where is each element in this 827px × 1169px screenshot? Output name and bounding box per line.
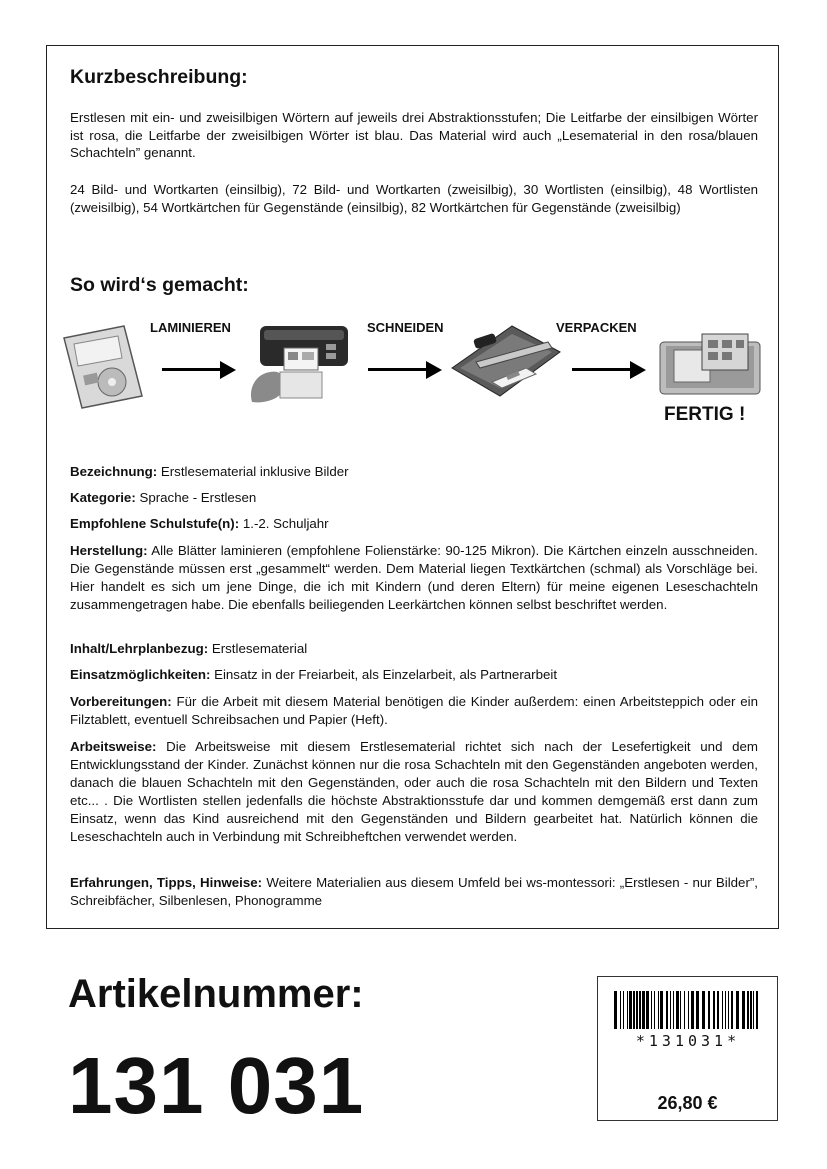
barcode-bar xyxy=(639,991,641,1029)
barcode-bar xyxy=(731,991,733,1029)
material-booklet-icon xyxy=(62,324,144,410)
barcode-bar xyxy=(666,991,668,1029)
kurzbeschreibung-heading: Kurzbeschreibung: xyxy=(70,66,248,88)
packed-box-icon xyxy=(658,328,762,398)
barcode-bar xyxy=(673,991,674,1029)
arrow-right-icon xyxy=(368,361,442,379)
barcode-bar xyxy=(646,991,649,1029)
barcode-bar xyxy=(623,991,624,1029)
fertig-label: FERTIG ! xyxy=(664,404,746,425)
barcode-bar xyxy=(658,991,659,1029)
barcode-bar xyxy=(688,991,689,1029)
barcode-label xyxy=(597,976,778,1121)
barcode-bar xyxy=(725,991,726,1029)
kurzbeschreibung-contents: 24 Bild- und Wortkarten (einsilbig), 72 Bild- und Wortkarten (zweisilbig), 30 Wortlisten (einsilbig), 48 Wortlisten (zweisilbig), 54 Wortkärtchen für Gegenstände (einsilbig), 82 Wortkärtchen für Gegenstände (zweisilbig) xyxy=(70,182,758,215)
barcode-bar xyxy=(728,991,729,1029)
barcode-bar xyxy=(670,991,671,1029)
price: 26,80 € xyxy=(657,1093,718,1113)
barcode-bar xyxy=(736,991,739,1029)
field-kategorie: Kategorie: Sprache - Erstlesen xyxy=(70,490,257,505)
step-verpacken-label: VERPACKEN xyxy=(556,320,637,335)
arrow-right-icon xyxy=(572,361,646,379)
field-arbeitsweise: Arbeitsweise: Die Arbeitsweise mit diesem Erstlesematerial richtet sich nach der Lesefertigkeit und dem Entwicklungsstand der Kinder. Zunächst können nur die rosa Schachteln mit den Gegenständen angeboten werden, danach die blauen Schachteln mit den Gegenständen, oder auch die rosa Schachteln mit den Bildern und Texten etc... . Die Wortlisten stellen jedenfalls die höchste Abstraktionsstufe dar und kommen demgemäß erst dann zum Einsatz, wenn das Kind ausreichend mit den Gegenständen und Bildern gearbeitet hat. Natürlich können die Leseschachteln auch in Verbindung mit Schreibheftchen verwendet werden. xyxy=(70,739,758,844)
barcode xyxy=(614,991,762,1029)
paper-cutter-icon xyxy=(448,322,562,402)
kurzbeschreibung-text: Erstlesen mit ein- und zweisilbigen Wörtern auf jeweils drei Abstraktionsstufen; Die Leitfarbe der einsilbigen Wörter ist rosa, die Leitfarbe der zweisilbigen Wörter ist blau. Das Material wird auch „Lesematerial in den rosa/blauen Schachteln” genannt. xyxy=(70,110,758,161)
step-laminieren-label: LAMINIEREN xyxy=(150,320,231,335)
field-einsatz: Einsatzmöglichkeiten: Einsatz in der Freiarbeit, als Einzelarbeit, als Partnerarbeit xyxy=(70,667,558,682)
barcode-bar xyxy=(708,991,710,1029)
field-erfahrungen: Erfahrungen, Tipps, Hinweise: Weitere Materialien aus diesem Umfeld bei ws-montessori: „Erstlesen - nur Bilder”, Schreibfächer, Silbenlesen, Phonogramme xyxy=(70,875,758,908)
barcode-bar xyxy=(722,991,723,1029)
barcode-bar xyxy=(747,991,749,1029)
howto-heading: So wird‘s gemacht: xyxy=(70,274,249,296)
field-inhalt: Inhalt/Lehrplanbezug: Erstlesematerial xyxy=(70,641,308,656)
barcode-bar xyxy=(614,991,617,1029)
barcode-bar xyxy=(753,991,754,1029)
barcode-bar xyxy=(660,991,663,1029)
artikelnummer-label: Artikelnummer: xyxy=(68,972,364,1016)
field-vorbereitungen: Vorbereitungen: Für die Arbeit mit diesem Material benötigen die Kinder außerdem: einen Arbeitsteppich oder ein Filztablett, eventuell Schreibsachen und Papier (Heft). xyxy=(70,694,758,727)
field-herstellung: Herstellung: Alle Blätter laminieren (empfohlene Folienstärke: 90-125 Mikron). Die Kärtchen einzeln ausschneiden. Die Gegenstände müssen erst „gesammelt“ werden. Dem Material liegen Textkärtchen (schmal) als Vorschläge bei. Hier handelt es sich um jene Dinge, die ich mit Kindern (und deren Eltern) für meine eigenen Leseschachteln zusammengetragen habe. Die ebenfalls beiliegenden Leerkärtchen können selbst beschriftet werden. xyxy=(70,543,758,612)
barcode-bar xyxy=(713,991,715,1029)
barcode-bar xyxy=(742,991,745,1029)
barcode-bar xyxy=(629,991,632,1029)
barcode-bar xyxy=(636,991,638,1029)
barcode-bar xyxy=(696,991,699,1029)
barcode-bar xyxy=(627,991,628,1029)
barcode-bar xyxy=(750,991,752,1029)
artikelnummer-value: 131 031 xyxy=(68,1041,365,1130)
barcode-bar xyxy=(676,991,679,1029)
barcode-bar xyxy=(633,991,635,1029)
barcode-bar xyxy=(717,991,719,1029)
barcode-bar xyxy=(680,991,681,1029)
barcode-bar xyxy=(651,991,652,1029)
field-schulstufe: Empfohlene Schulstufe(n): 1.-2. Schuljahr xyxy=(70,516,329,531)
barcode-bar xyxy=(684,991,685,1029)
barcode-text: *131031* xyxy=(635,1032,741,1050)
laminator-icon xyxy=(246,318,352,404)
barcode-bar xyxy=(702,991,705,1029)
barcode-bar xyxy=(620,991,621,1029)
arrow-right-icon xyxy=(162,361,236,379)
barcode-bar xyxy=(691,991,694,1029)
field-bezeichnung: Bezeichnung: Erstlesematerial inklusive Bilder xyxy=(70,464,349,479)
barcode-bar xyxy=(654,991,655,1029)
barcode-bar xyxy=(756,991,758,1029)
barcode-bar xyxy=(642,991,645,1029)
step-schneiden-label: SCHNEIDEN xyxy=(367,320,444,335)
